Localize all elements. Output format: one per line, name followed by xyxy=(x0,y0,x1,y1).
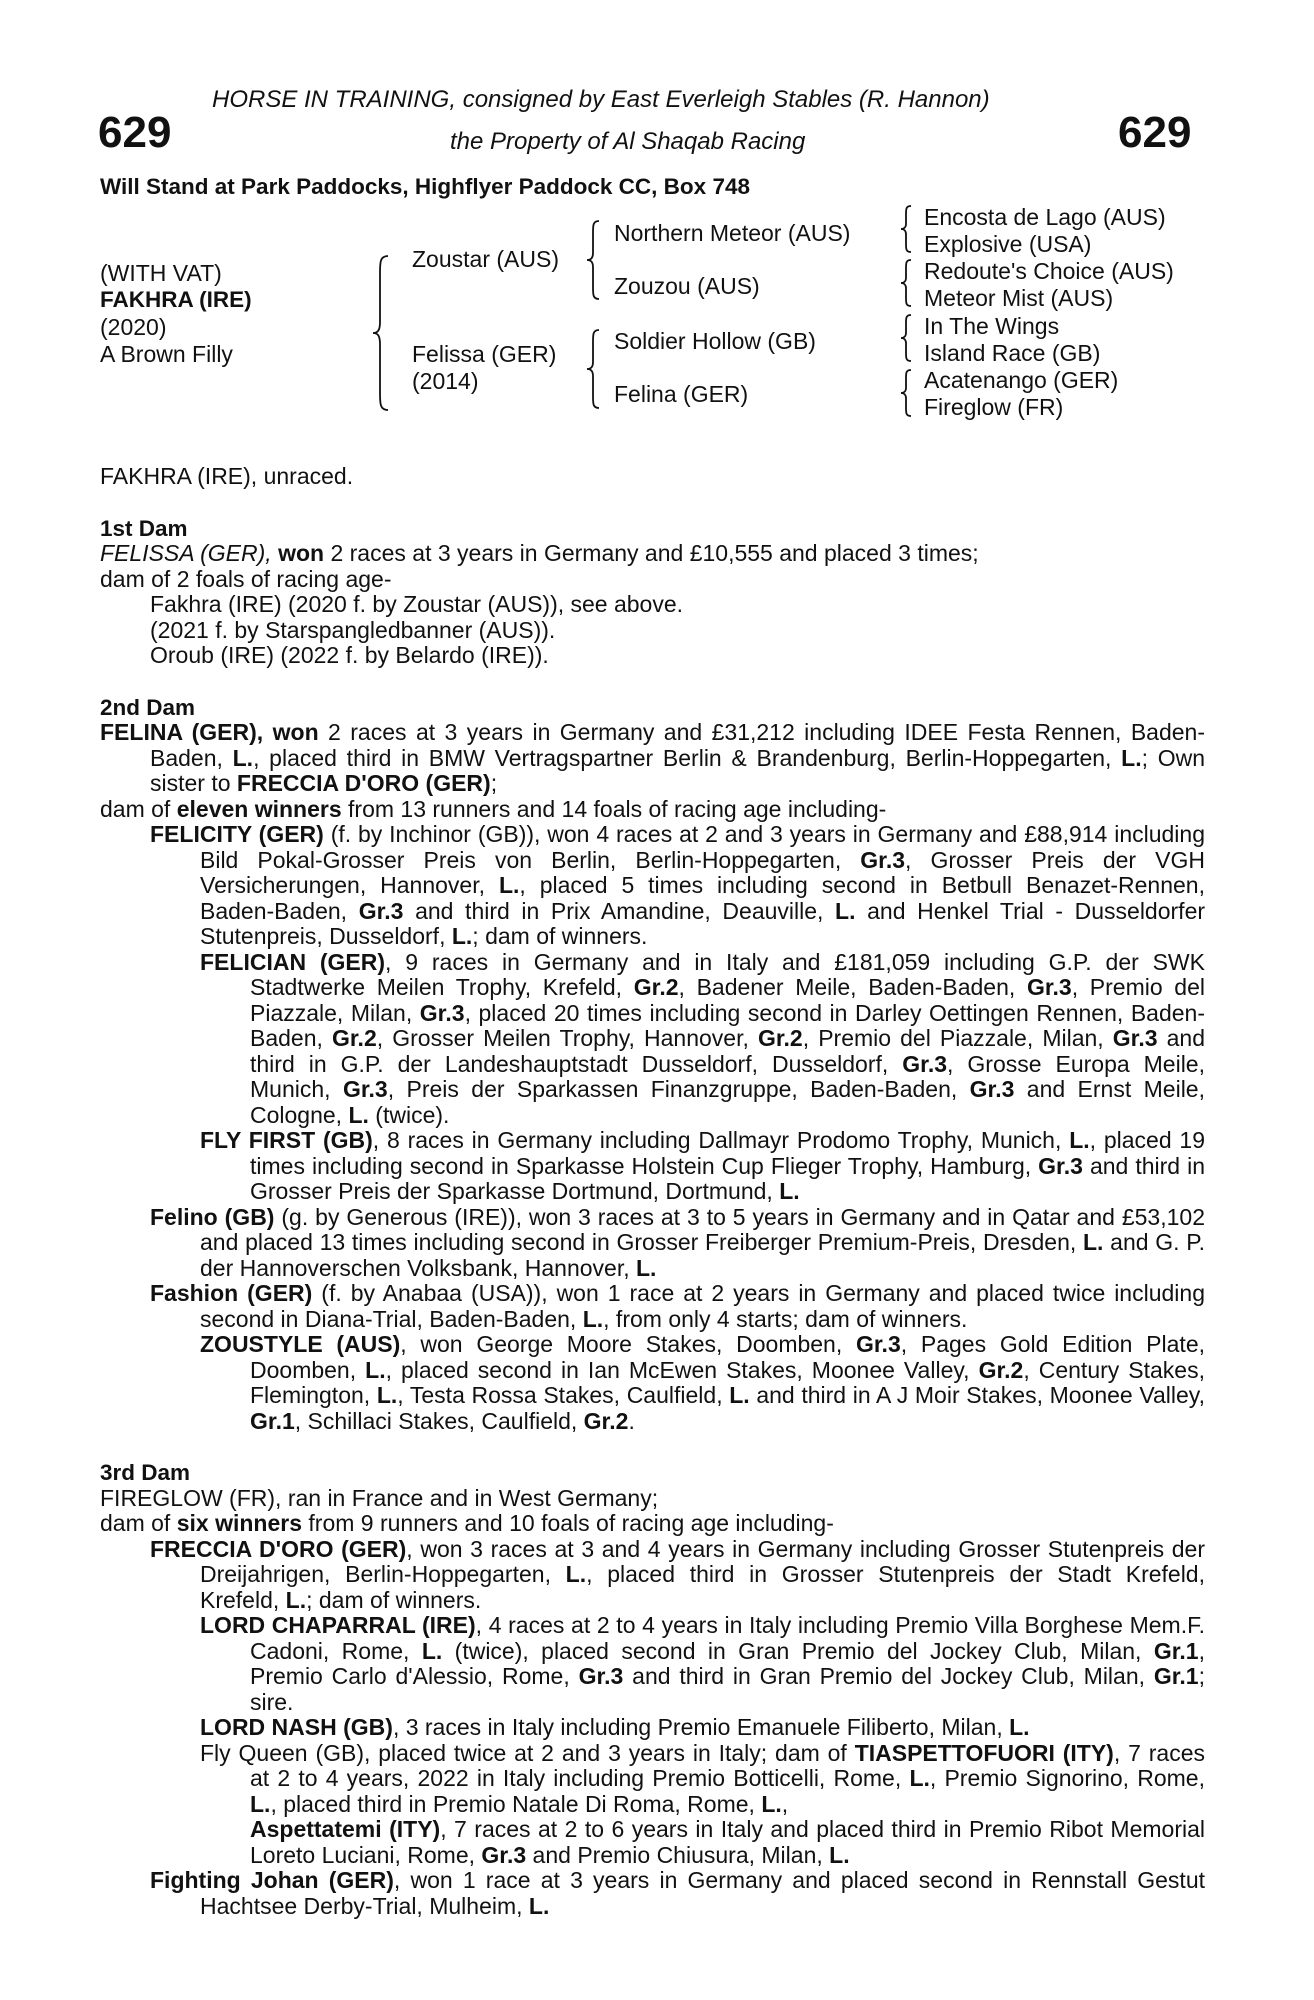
first-dam-foal: Oroub (IRE) (2022 f. by Belardo (IRE)). xyxy=(150,642,549,668)
stand-location: Will Stand at Park Paddocks, Highflyer Paddock CC, Box 748 xyxy=(100,174,750,199)
pedigree-g3-7: Acatenango (GER) xyxy=(924,367,1119,393)
pedigree-g3-1: Encosta de Lago (AUS) xyxy=(924,204,1166,230)
second-dam-heading: 2nd Dam xyxy=(100,694,196,720)
lot-number-left: 629 xyxy=(98,108,172,157)
pedigree-g3-4: Meteor Mist (AUS) xyxy=(924,285,1114,311)
first-dam-foal: (2021 f. by Starspangledbanner (AUS)). xyxy=(150,616,556,643)
produce-felino: Felino (GB) (g. by Generous (IRE)), won 3 races at 3 to 5 years in Germany and in Qatar and £53,102 and placed 13 times including second in Grosser Freiberger Premium-Preis, Dresden, L. and G. P. der Hannoverschen Volksbank, Hannover, L. xyxy=(150,1203,1205,1281)
second-dam-produce: dam of eleven winners from 13 runners and 14 foals of racing age including- xyxy=(100,795,887,822)
brace-g3-1 xyxy=(898,204,914,254)
pedigree-sire-sire: Northern Meteor (AUS) xyxy=(614,220,851,246)
pedigree-g3-2: Explosive (USA) xyxy=(924,231,1092,257)
produce-fly-first: FLY FIRST (GB), 8 races in Germany including Dallmayr Prodomo Trophy, Munich, L., placed 19 times including second in Sparkasse Holstein Cup Flieger Trophy, Hamburg, Gr.3 and third in Grosser Preis der Sparkasse Dortmund, Dortmund, L. xyxy=(200,1127,1206,1204)
pedigree-sire: Zoustar (AUS) xyxy=(412,246,559,272)
produce-felician: FELICIAN (GER), 9 races in Germany and in Italy and £181,059 including G.P. der SWK Stadtwerke Meilen Trophy, Krefeld, Gr.2, Badener Meile, Baden-Baden, Gr.3, Premio del Piazzale, Milan, Gr.3, placed 20 times including second in Darley Oettingen Rennen, Baden-Baden, Gr.2, Grosser Meilen Trophy, Hannover, Gr.2, Premio del Piazzale, Milan, Gr.3 and third in G.P. der Landeshauptstadt Dusseldorf, Dusseldorf, Gr.3, Grosse Europa Meile, Munich, Gr.3, Preis der Sparkassen Finanzgruppe, Baden-Baden, Gr.3 and Ernst Meile, Cologne, L. (twice). xyxy=(200,948,1205,1128)
pedigree-g3-8: Fireglow (FR) xyxy=(924,394,1064,420)
pedigree-g3-6: Island Race (GB) xyxy=(924,340,1101,366)
first-dam-produce: dam of 2 foals of racing age- xyxy=(100,565,392,592)
pedigree-g3-5: In The Wings xyxy=(924,313,1060,339)
lot-number-right: 629 xyxy=(1118,108,1192,157)
pedigree-sire-dam: Zouzou (AUS) xyxy=(614,273,760,299)
pedigree-dam-year: (2014) xyxy=(412,368,479,394)
second-dam-record: FELINA (GER), won 2 races at 3 years in Germany and £31,212 including IDEE Festa Rennen, Baden-Baden, L., placed third in BMW Vertragspartner Berlin & Brandenburg, Berlin-Hoppegarten, L.; Own sister to FRECCIA D'ORO (GER); xyxy=(100,719,1206,796)
consignment-line: HORSE IN TRAINING, consigned by East Everleigh Stables (R. Hannon) xyxy=(212,86,990,113)
pedigree-dam-dam: Felina (GER) xyxy=(614,381,749,407)
pedigree-dam-sire: Soldier Hollow (GB) xyxy=(614,328,816,354)
catalogue-body xyxy=(100,464,1205,1919)
produce-fighting-johan: Fighting Johan (GER), won 1 race at 3 years in Germany and placed second in Rennstall Gestut Hachtsee Derby-Trial, Mulheim, L. xyxy=(150,1867,1205,1919)
brace-g3-2 xyxy=(898,258,914,308)
pedigree-g3-3: Redoute's Choice (AUS) xyxy=(924,258,1174,284)
horse-description: A Brown Filly xyxy=(100,341,233,367)
produce-fashion: Fashion (GER) (f. by Anabaa (USA)), won 1 race at 2 years in Germany and placed twice including second in Diana-Trial, Baden-Baden, L., from only 4 starts; dam of winners. xyxy=(150,1280,1205,1332)
brace-sire xyxy=(584,219,602,301)
first-dam-heading: 1st Dam xyxy=(100,515,188,541)
race-summary: FAKHRA (IRE), unraced. xyxy=(100,463,354,489)
third-dam-record: FIREGLOW (FR), ran in France and in West Germany; xyxy=(100,1484,659,1511)
produce-lord-nash: LORD NASH (GB), 3 races in Italy including Premio Emanuele Filiberto, Milan, L. xyxy=(200,1714,1030,1740)
produce-zoustyle: ZOUSTYLE (AUS), won George Moore Stakes, Doomben, Gr.3, Pages Gold Edition Plate, Doomben, L., placed second in Ian McEwen Stakes, Moonee Valley, Gr.2, Century Stakes, Flemington, L., Testa Rossa Stakes, Caulfield, L. and third in A J Moir Stakes, Moonee Valley, Gr.1, Schillaci Stakes, Caulfield, Gr.2. xyxy=(200,1331,1205,1434)
produce-felicity: FELICITY (GER) (f. by Inchinor (GB)), won 4 races at 2 and 3 years in Germany and £88,914 including Bild Pokal-Grosser Preis von Berlin, Berlin-Hoppegarten, Gr.3, Grosser Preis der VGH Versicherungen, Hannover, L., placed 5 times including second in Betbull Benazet-Rennen, Baden-Baden, Gr.3 and third in Prix Amandine, Deauville, L. and Henkel Trial - Dusseldorfer Stutenpreis, Dusseldorf, L.; dam of winners. xyxy=(150,821,1206,949)
vat-note: (WITH VAT) xyxy=(100,260,222,286)
property-line: the Property of Al Shaqab Racing xyxy=(450,128,806,155)
horse-year: (2020) xyxy=(100,314,167,340)
third-dam-produce: dam of six winners from 9 runners and 10 foals of racing age including- xyxy=(100,1510,834,1536)
pedigree-dam: Felissa (GER) xyxy=(412,341,557,367)
third-dam-heading: 3rd Dam xyxy=(100,1460,191,1485)
brace-main xyxy=(370,254,392,412)
horse-name: FAKHRA (IRE) xyxy=(100,287,252,312)
brace-g3-3 xyxy=(898,313,914,363)
brace-g3-4 xyxy=(898,368,914,418)
brace-dam xyxy=(584,328,602,410)
produce-fly-queen: Fly Queen (GB), placed twice at 2 and 3 years in Italy; dam of TIASPETTOFUORI (ITY), 7 races at 2 to 4 years, 2022 in Italy including Premio Botticelli, Rome, L., Premio Signorino, Rome, L., placed third in Premio Natale Di Roma, Rome, L., Aspettatemi (ITY), 7 races at 2 to 6 years in Italy and placed third in Premio Ribot Memorial Loreto Luciani, Rome, Gr.3 and Premio Chiusura, Milan, L. xyxy=(200,1739,1205,1868)
produce-freccia: FRECCIA D'ORO (GER), won 3 races at 3 and 4 years in Germany including Grosser Stutenpreis der Dreijahrigen, Berlin-Hoppegarten, L., placed third in Grosser Stutenpreis der Stadt Krefeld, Krefeld, L.; dam of winners. xyxy=(150,1535,1205,1613)
first-dam-foal: Fakhra (IRE) (2020 f. by Zoustar (AUS)), see above. xyxy=(150,591,684,617)
produce-lord-chaparral: LORD CHAPARRAL (IRE), 4 races at 2 to 4 years in Italy including Premio Villa Borghese Mem.F. Cadoni, Rome, L. (twice), placed second in Gran Premio del Jockey Club, Milan, Gr.1, Premio Carlo d'Alessio, Rome, Gr.3 and third in Gran Premio del Jockey Club, Milan, Gr.1; sire. xyxy=(200,1612,1205,1715)
first-dam-record: FELISSA (GER), won 2 races at 3 years in Germany and £10,555 and placed 3 times; xyxy=(100,540,979,566)
